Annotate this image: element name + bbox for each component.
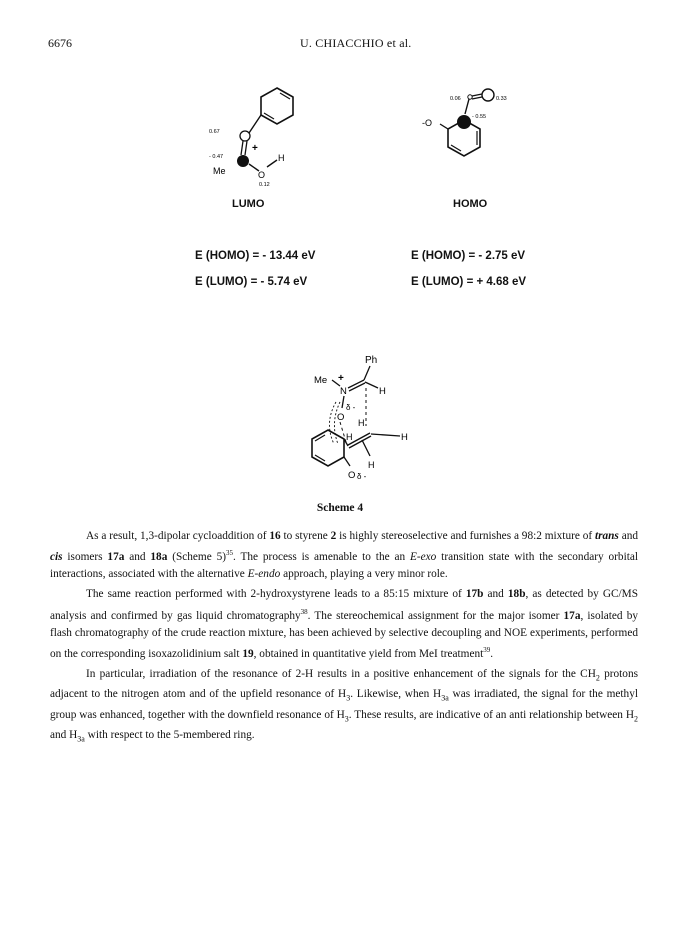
lumo-coef-n: - 0.47: [209, 154, 224, 160]
homo-o-minus: -O: [422, 118, 432, 128]
scheme-delta2: δ -: [357, 472, 367, 481]
scheme-h3: H: [346, 432, 353, 442]
running-head: U. CHIACCHIO et al.: [300, 36, 412, 50]
ref-38: 38: [300, 607, 308, 616]
scheme-h4: H: [401, 432, 408, 443]
scheme-4-structure: [282, 348, 422, 490]
homo-coef-c2: - 0.55: [472, 114, 487, 120]
homo-coef-o1: 0.33: [496, 96, 507, 102]
scheme-o: O: [337, 412, 345, 423]
energy-right-lumo: E (LUMO) = + 4.68 eV: [411, 276, 527, 288]
lumo-structure: [205, 78, 325, 188]
homo-c2-orbital: [457, 115, 471, 129]
paragraph-1: As a result, 1,3-dipolar cycloaddition of 16 to styrene 2 is highly stereoselective and furnishes a 98:2 mixture of trans and cis isomers 17a and 18a (Scheme 5)$^{35}$. The process is amenable to the an E-exo transition state with the secondary orbital interactions, associated with the alternative E-endo approach, playing a very minor role.: [50, 530, 638, 581]
homo-c1-orbital: [468, 95, 472, 99]
ref-39: 39: [483, 645, 491, 654]
energy-right-homo: E (HOMO) = - 2.75 eV: [411, 250, 526, 262]
scheme-delta: δ -: [346, 403, 356, 412]
scheme-caption: Scheme 4: [316, 502, 364, 514]
scheme-plus: +: [338, 373, 344, 384]
homo-structure: [420, 82, 540, 187]
body-text: [50, 528, 638, 751]
scheme-h2: H: [358, 418, 365, 428]
scheme-n: N: [340, 386, 347, 397]
lumo-phenyl-ring: [261, 88, 293, 124]
lumo-o: O: [258, 170, 266, 180]
lumo-me: Me: [213, 166, 226, 176]
homo-coef-c1: 0.06: [450, 96, 461, 102]
lumo-h: H: [278, 153, 285, 163]
page-number: 6676: [48, 36, 72, 50]
lumo-n-orbital: [237, 155, 249, 167]
homo-o1-orbital: [482, 89, 494, 101]
scheme-benzene-ring: [312, 430, 344, 466]
ref-35: 35: [226, 549, 234, 558]
paragraph-2: The same reaction performed with 2-hydroxystyrene leads to a 85:15 mixture of 17b and 18b, as detected by GC/MS analysis and confirmed by gas liquid chromatography$^{38}$. The stereochemical assignment for the major isomer 17a, isolated by flash chromatography of the crude reaction mixture, has been achieved by selective decoupling and NOE experiments, performed on the corresponding isoxazolidinium salt 19, obtained in quantitative yield from MeI treatment$^{39}$.: [50, 588, 639, 660]
lumo-plus: +: [252, 143, 258, 154]
scheme-ph: Ph: [365, 355, 378, 366]
lumo-coef-c: 0.67: [209, 129, 220, 135]
scheme-o2: O: [348, 470, 356, 481]
energy-left-homo: E (HOMO) = - 13.44 eV: [195, 250, 316, 262]
lumo-c-orbital: [240, 131, 250, 141]
homo-label: HOMO: [453, 198, 488, 210]
scheme-me: Me: [314, 375, 328, 386]
energy-left-lumo: E (LUMO) = - 5.74 eV: [195, 276, 308, 288]
lumo-label: LUMO: [232, 198, 265, 210]
scheme-h1: H: [379, 386, 386, 397]
lumo-coef-o: 0.12: [259, 182, 270, 188]
scheme-h5: H: [368, 460, 375, 470]
paragraph-3: In particular, irradiation of the resonance of 2-H results in a positive enhancement of the signals for the $CH_2$ protons adjacent to the nitrogen atom and of the upfield resonance of $H_3$. Likewise, when $H_{3a}$ was irradiated, the signal for the methyl group was enhanced, together with the downfield resonance of $H_3$. These results, are indicative of an anti relationship between $H_2$ and $H_{3a}$ with respect to the 5-membered ring.: [50, 667, 638, 744]
